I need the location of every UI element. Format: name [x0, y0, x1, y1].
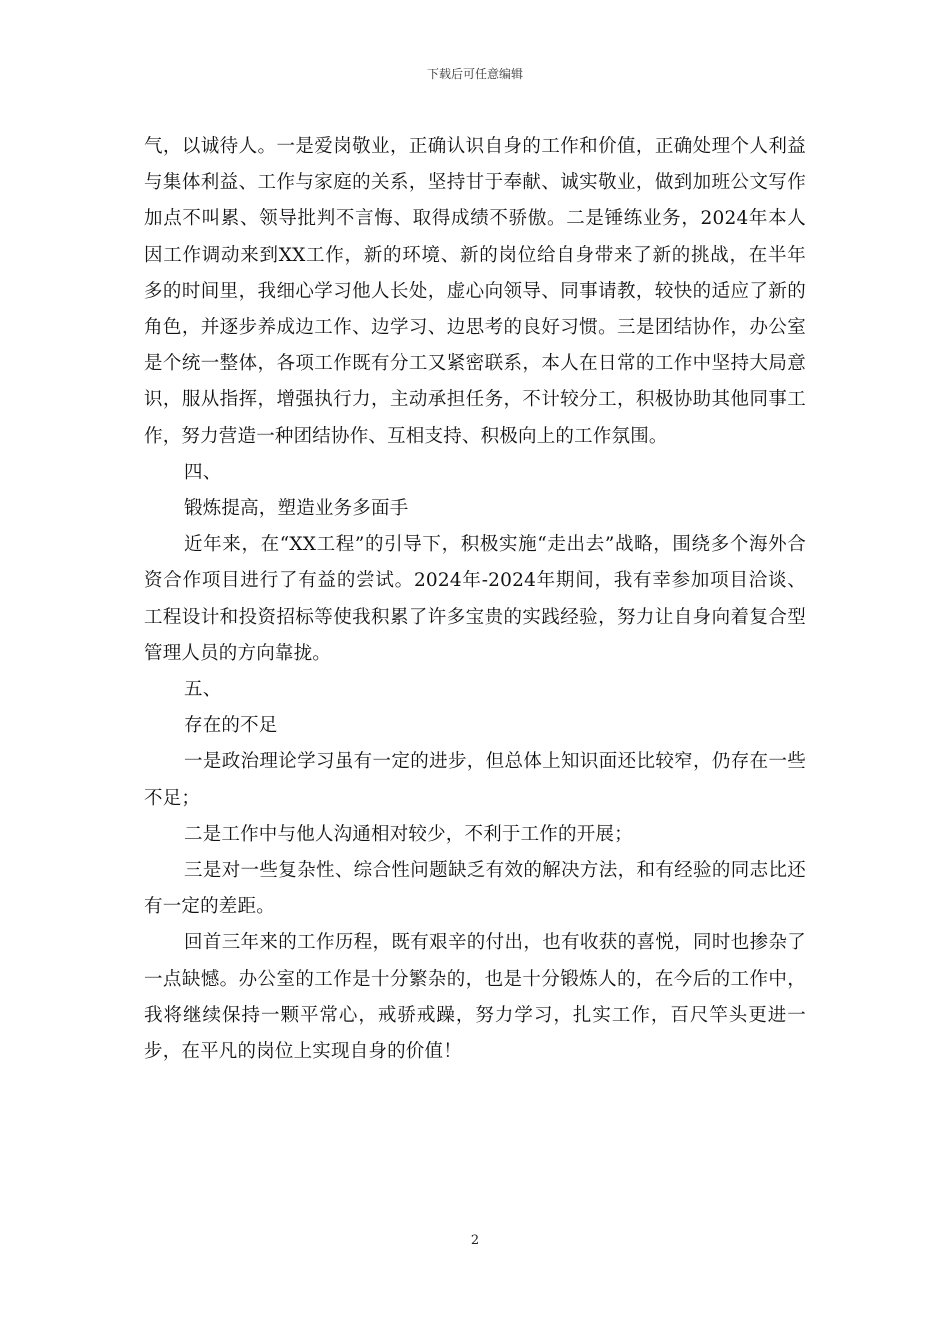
closing-paragraph: 回首三年来的工作历程，既有艰辛的付出，也有收获的喜悦，同时也掺杂了一点缺憾。办公室的工作是十分繁杂的，也是十分锻炼人的，在今后的工作中，我将继续保持一颗平常心，戒骄戒躁，努力学习，扎实工作，百尺竿头更进一步，在平凡的岗位上实现自身的价值！ — [144, 932, 806, 1063]
page-header: 下载后可任意编辑 — [426, 67, 523, 81]
shortcoming-3: 三是对一些复杂性、综合性问题缺乏有效的解决方法，和有经验的同志比还有一定的差距。 — [144, 860, 806, 918]
section-heading-4: 锻炼提高，塑造业务多面手 — [184, 498, 409, 520]
section-heading-5: 存在的不足 — [184, 715, 278, 737]
section-number-4: 四、 — [184, 461, 222, 483]
paragraph-4: 近年来，在“XX工程”的引导下，积极实施“走出去”战略，围绕多个海外合资合作项目进行了有益的尝试。2024年-2024年期间，我有幸参加项目洽谈、工程设计和投资招标等使我积累了许多宝贵的实践经验，努力让自身向着复合型管理人员的方向靠拢。 — [144, 534, 806, 664]
paragraph-1: 气，以诚待人。一是爱岗敬业，正确认识自身的工作和价值，正确处理个人利益与集体利益、工作与家庭的关系，坚持甘于奉献、诚实敬业，做到加班公文写作加点不叫累、领导批判不言悔、取得成绩不骄傲。二是锤练业务，2024年本人因工作调动来到XX工作，新的环境、新的岗位给自身带来了新的挑战，在半年多的时间里，我细心学习他人长处，虚心向领导、同事请教，较快的适应了新的角色，并逐步养成边工作、边学习、边思考的良好习惯。三是团结协作，办公室是个统一整体，各项工作既有分工又紧密联系，本人在日常的工作中坚持大局意识，服从指挥，增强执行力，主动承担任务，不计较分工，积极协助其他同事工作，努力营造一种团结协作、互相支持、积极向上的工作氛围。 — [144, 136, 806, 447]
document-body — [144, 129, 806, 1070]
page-number: 2 — [470, 1233, 480, 1248]
section-number-5: 五、 — [184, 679, 222, 701]
shortcoming-2: 二是工作中与他人沟通相对较少，不利于工作的开展； — [184, 823, 633, 845]
shortcoming-1: 一是政治理论学习虽有一定的进步，但总体上知识面还比较窄，仍存在一些不足； — [144, 751, 806, 809]
